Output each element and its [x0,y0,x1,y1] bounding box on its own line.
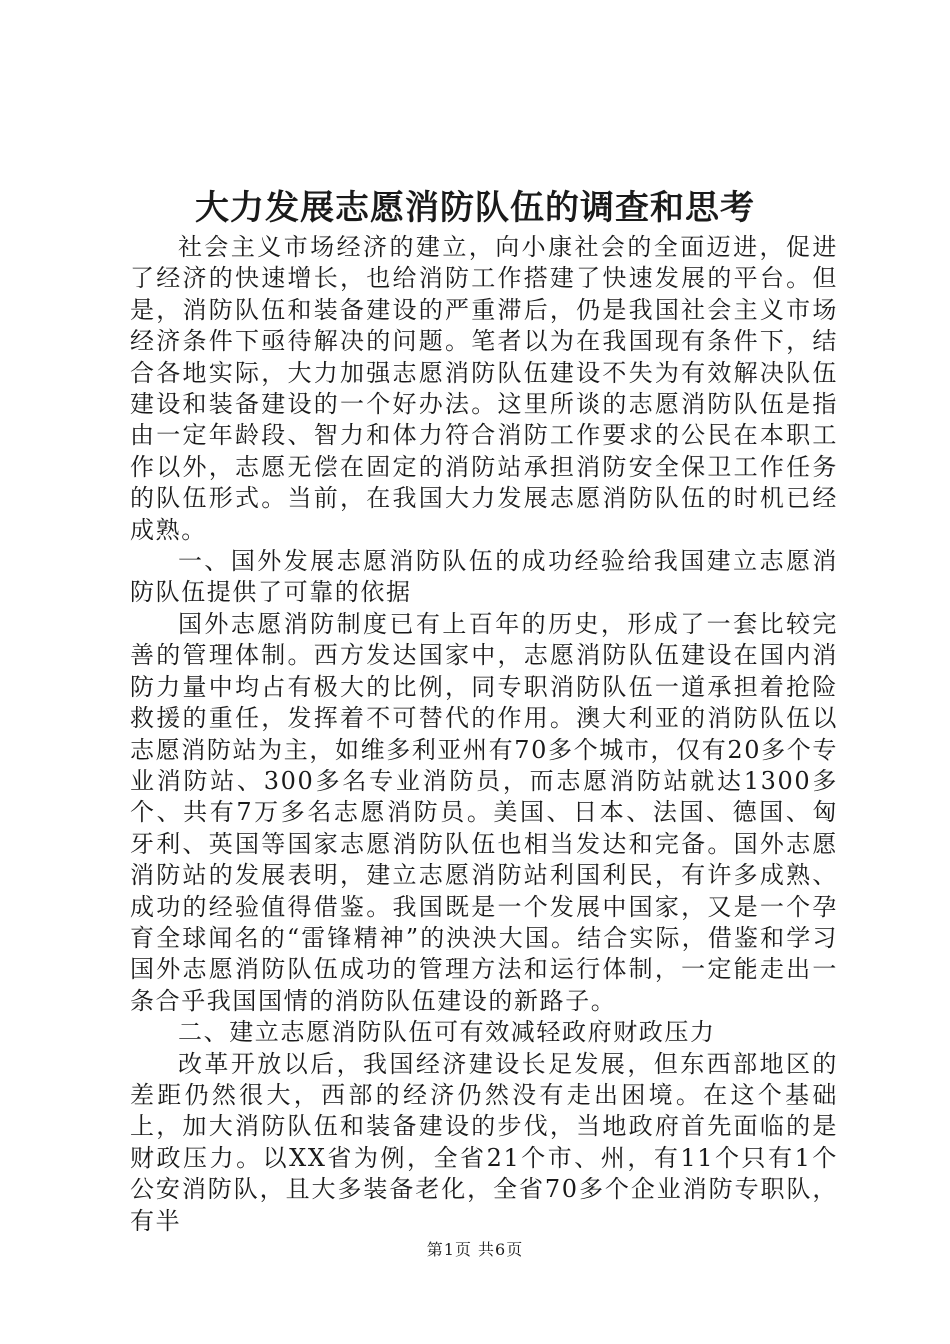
document-title: 大力发展志愿消防队伍的调查和思考 [195,188,755,228]
paragraph-section-1: 国外志愿消防制度已有上百年的历史，形成了一套比较完善的管理体制。西方发达国家中，志愿消防队伍建设在国内消防力量中均占有极大的比例，同专职消防队伍一道承担着抢险救援的重任，发挥着不可替代的作用。澳大利亚的消防队伍以志愿消防站为主，如维多利亚州有70多个城市，仅有20多个专业消防站、300多名专业消防员，而志愿消防站就达1300多个、共有7万多名志愿消防员。美国、日本、法国、德国、匈牙利、英国等国家志愿消防队伍也相当发达和完备。国外志愿消防站的发展表明，建立志愿消防站利国利民，有许多成熟、成功的经验值得借鉴。我国既是一个发展中国家，又是一个孕育全球闻名的“雷锋精神”的泱泱大国。结合实际，借鉴和学习国外志愿消防队伍成功的管理方法和运行体制，一定能走出一条合乎我国国情的消防队伍建设的新路子。 [130,609,838,1015]
page-number-footer: 第1页 共6页 [426,1240,524,1259]
section-heading-1: 一、国外发展志愿消防队伍的成功经验给我国建立志愿消防队伍提供了可靠的依据 [130,547,838,607]
paragraph-intro: 社会主义市场经济的建立，向小康社会的全面迈进，促进了经济的快速增长，也给消防工作搭建了快速发展的平台。但是，消防队伍和装备建设的严重滞后，仍是我国社会主义市场经济条件下亟待解决的问题。笔者以为在我国现有条件下，结合各地实际，大力加强志愿消防队伍建设不失为有效解决队伍建设和装备建设的一个好办法。这里所谈的志愿消防队伍是指由一定年龄段、智力和体力符合消防工作要求的公民在本职工作以外，志愿无偿在固定的消防站承担消防安全保卫工作任务的队伍形式。当前，在我国大力发展志愿消防队伍的时机已经成熟。 [130,233,838,544]
section-heading-2: 二、建立志愿消防队伍可有效减轻政府财政压力 [178,1018,716,1047]
document-body [130,232,838,1237]
paragraph-section-2: 改革开放以后，我国经济建设长足发展，但东西部地区的差距仍然很大，西部的经济仍然没有走出困境。在这个基础上，加大消防队伍和装备建设的步伐，当地政府首先面临的是财政压力。以XX省为例，全省21个市、州，有11个只有1个公安消防队，且大多装备老化，全省70多个企业消防专职队，有半 [130,1049,838,1235]
